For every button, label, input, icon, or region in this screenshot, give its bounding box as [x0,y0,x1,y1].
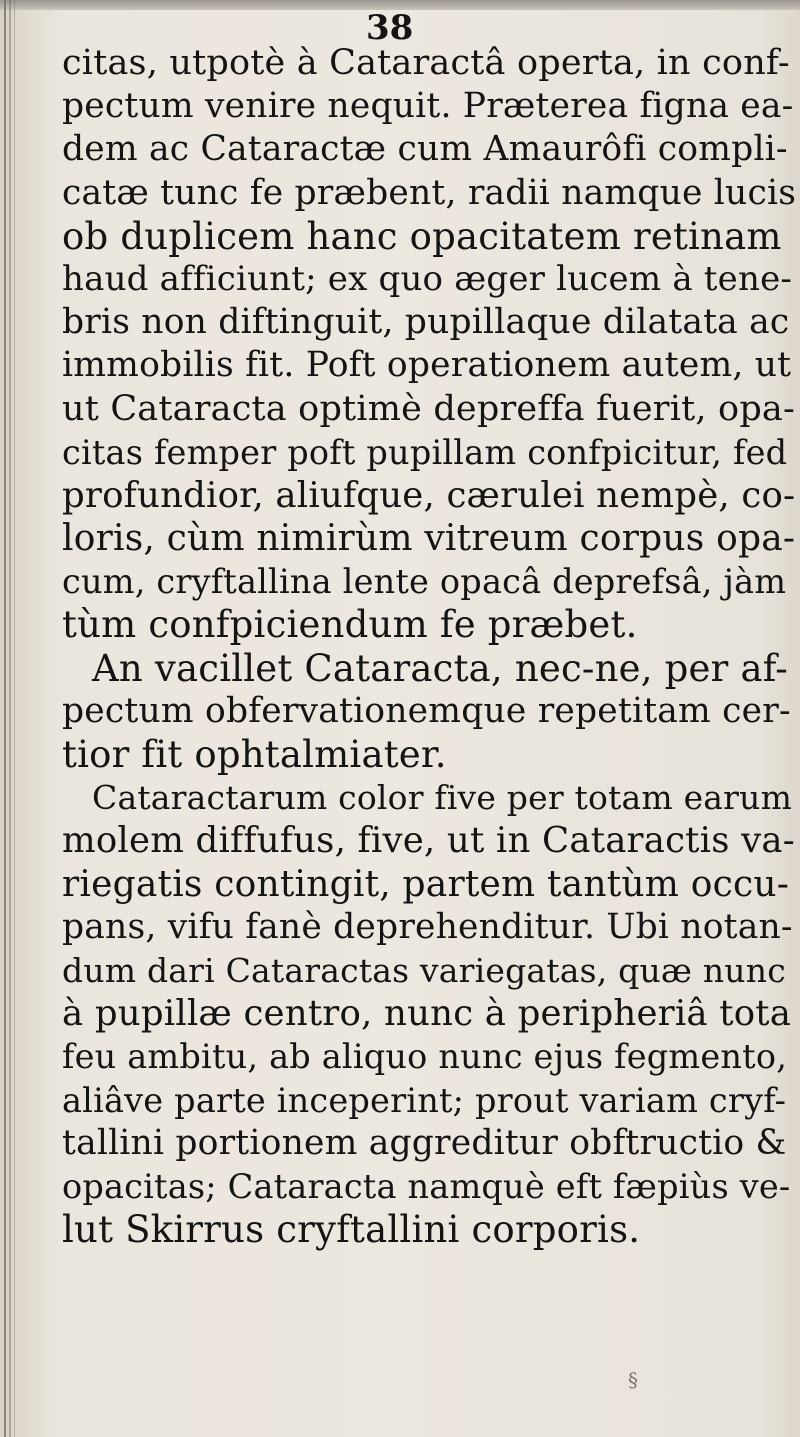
text-line: citas femper poft pupillam confpicitur, fed [62,432,788,472]
binding-gutter-line [4,0,6,1437]
footer-mark: § [628,1368,638,1392]
text-line: tallini portionem aggreditur obftructio & [62,1122,787,1163]
text-line: molem diffufus, five, ut in Cataractis va- [62,820,795,862]
body-text [62,42,796,1251]
text-line: tùm confpiciendum fe præbet. [62,603,638,647]
text-line: aliâve parte inceperint; prout variam cryf- [62,1080,787,1120]
text-line: bris non diftinguit, pupillaque dilatata ac [62,302,790,343]
binding-gutter-line [14,0,15,1437]
text-line: An vacillet Cataracta, nec-ne, per af- [92,646,789,690]
text-line: ut Cataracta optimè depreffa fuerit, opa- [62,388,796,429]
text-line: tior fit ophtalmiater. [62,733,447,776]
text-line: opacitas; Cataracta namquè eft fæpiùs ve- [62,1166,791,1206]
text-line: loris, cùm nimirùm vitreum corpus opa- [62,518,796,560]
text-line: cum, cryftallina lente opacâ deprefsâ, jàm [62,562,787,602]
binding-gutter-line [9,0,11,1437]
text-line: pans, vifu fanè deprehenditur. Ubi notan- [62,906,793,947]
text-line: pectum venire nequit. Præterea figna ea- [62,86,794,127]
text-line: haud afficiunt; ex quo æger lucem à tene- [62,258,793,299]
text-line: lut Skirrus cryftallini corporis. [62,1208,641,1252]
text-line: pectum obfervationemque repetitam cer- [62,690,791,731]
text-line: à pupillæ centro, nunc à peripheriâ tota [62,993,792,1035]
page-number: 38 [366,8,414,48]
text-line: dum dari Cataractas variegatas, quæ nunc [62,950,786,990]
text-line: dem ac Cataractæ cum Amaurôfi compli- [62,129,788,170]
text-line: citas, utpotè à Cataractâ operta, in conf- [62,43,790,83]
text-line: profundior, aliufque, cærulei nempè, co- [62,474,796,516]
text-line: riegatis contingit, partem tantùm occu- [62,863,790,905]
text-line: immobilis fit. Poft operationem autem, ut [62,345,792,386]
text-line: feu ambitu, ab aliquo nunc ejus fegmento, [62,1037,788,1077]
text-line: catæ tunc fe præbent, radii namque lucis [62,172,797,213]
text-line: ob duplicem hanc opacitatem retinam [62,214,782,258]
text-line: Cataractarum color five per totam earum [92,778,793,818]
